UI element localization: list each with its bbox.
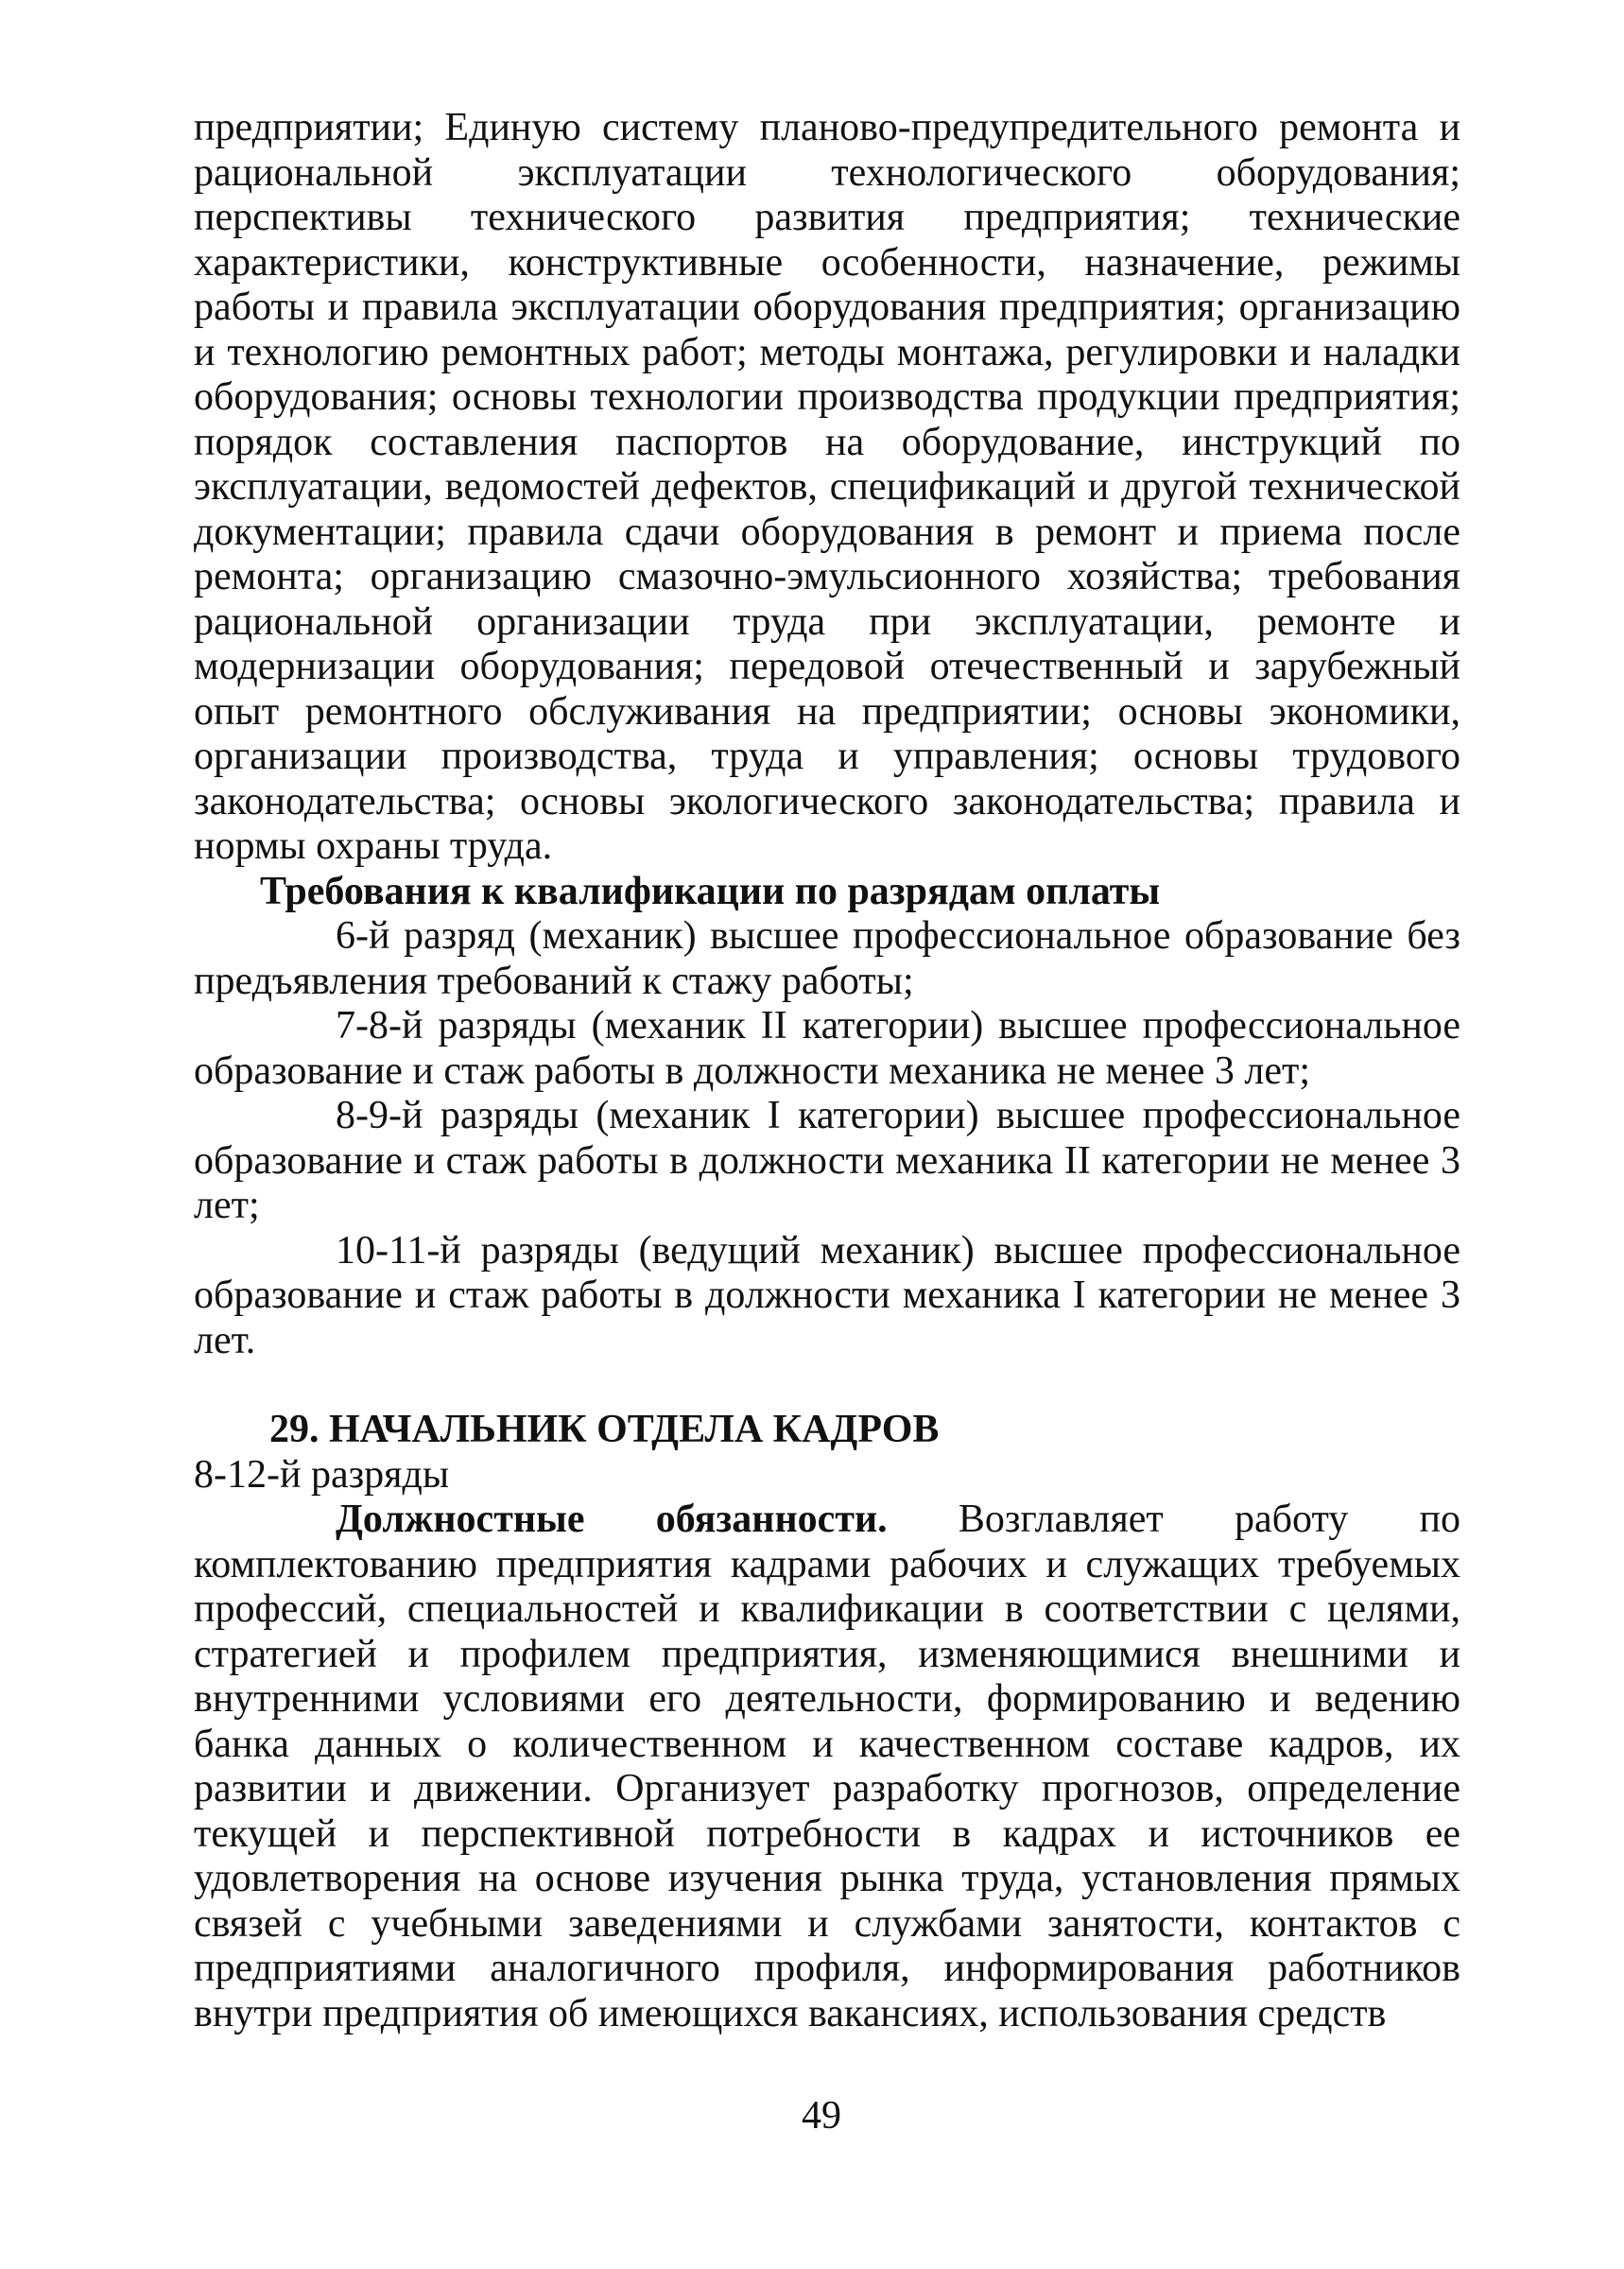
qualification-item-10-11: 10-11-й разряды (ведущий механик) высшее профессиональное образование и стаж работы в должности механика I категории не менее 3 лет. <box>194 1228 1460 1362</box>
duties-text: Возглавляет работу по комплектованию предприятия кадрами рабочих и служащих требуемых профессий, специальностей и квалификации в соответствии с целями, стратегией и профилем предприятия, изменяющимися внешними и внутренними условиями его деятельности, формированию и ведению банка данных о количественном и качественном составе кадров, их развитии и движении. Организует разработку прогнозов, определение текущей и перспективной потребности в кадрах и источников ее удовлетворения на основе изучения рынка труда, установления прямых связей с учебными заведениями и службами занятости, контактов с предприятиями аналогичного профиля, информирования работников внутри предприятия об имеющихся вакансиях, использования средств <box>194 1498 1461 2035</box>
chapter-title: 29. НАЧАЛЬНИК ОТДЕЛА КАДРОВ <box>269 1408 940 1451</box>
chapter-grades: 8-12-й разряды <box>194 1452 450 1497</box>
qualification-item-7-8: 7-8-й разряды (механик II категории) высшее профессиональное образование и стаж работы в должности механика не менее 3 лет; <box>194 1004 1460 1093</box>
page-number: 49 <box>802 2094 841 2138</box>
qualification-item-6: 6-й разряд (механик) высшее профессиональное образование без предъявления требований к стажу работы; <box>194 914 1460 1003</box>
qualification-heading: Требования к квалификации по разрядам оплаты <box>260 869 1161 913</box>
page-content <box>194 106 1460 2036</box>
duties-lead: Должностные обязанности. <box>336 1498 888 1541</box>
duties-paragraph <box>194 1498 1460 2036</box>
opening-paragraph: предприятии; Единую систему планово-предупредительного ремонта и рациональной эксплуатации технологического оборудования; перспективы технического развития предприятия; технические характеристики, конструктивные особенности, назначение, режимы работы и правила эксплуатации оборудования предприятия; организацию и технологию ремонтных работ; методы монтажа, регулировки и наладки оборудования; основы технологии производства продукции предприятия; порядок составления паспортов на оборудование, инструкций по эксплуатации, ведомостей дефектов, спецификаций и другой технической документации; правила сдачи оборудования в ремонт и приема после ремонта; организацию смазочно-эмульсионного хозяйства; требования рациональной организации труда при эксплуатации, ремонте и модернизации оборудования; передовой отечественный и зарубежный опыт ремонтного обслуживания на предприятии; основы экономики, организации производства, труда и управления; основы трудового законодательства; основы экологического законодательства; правила и нормы охраны труда. <box>194 106 1460 868</box>
qualification-item-8-9: 8-9-й разряды (механик I категории) высшее профессиональное образование и стаж работы в должности механика II категории не менее 3 лет; <box>194 1094 1460 1227</box>
